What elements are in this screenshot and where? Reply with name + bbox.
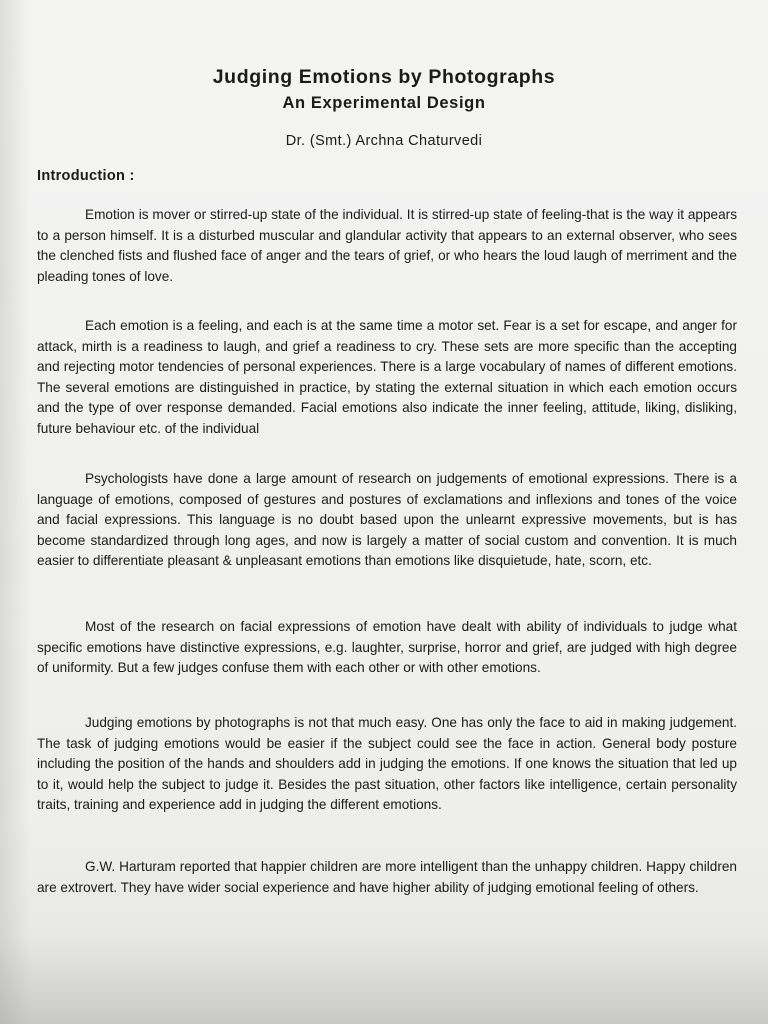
paragraph-2: Each emotion is a feeling, and each is at the same time a motor set. Fear is a set for escape, and anger for attack, mirth is a readiness to laugh, and grief a readiness to cry. These sets are more specific than the accepting and rejecting motor tendencies of personal experiences. There is a large vocabulary of names of different emotions. The several emotions are distinguished in practice, by stating the external situation in which each emotion occurs and the type of over response demanded. Facial emotions also indicate the inner feeling, attitude, liking, disliking, future behaviour etc. of the individual	[37, 318, 737, 436]
paragraph-5: Judging emotions by photographs is not that much easy. One has only the face to aid in making judgement. The task of judging emotions would be easier if the subject could see the face in action. General body posture including the position of the hands and shoulders add in judging the emotions. If one knows the situation that led up to it, would help the subject to judge it. Besides the past situation, other factors like intelligence, certain personality traits, training and experience add in judging the different emotions.	[37, 715, 737, 813]
paragraph-3: Psychologists have done a large amount of research on judgements of emotional expressions. There is a language of emotions, composed of gestures and postures of exclamations and inflexions and tones of the voice and facial expressions. This language is no doubt based upon the unlearnt expressive movements, but is has become standardized through long ages, and now is largely a matter of social custom and convention. It is much easier to differentiate pleasant & unpleasant emotions than emotions like disquietude, hate, scorn, etc.	[37, 471, 737, 569]
document-title: Judging Emotions by Photographs	[212, 66, 556, 88]
paragraph-1: Emotion is mover or stirred-up state of the individual. It is stirred-up state of feeling-that is the way it appears to a person himself. It is a disturbed muscular and glandular activity that appears to an external observer, who sees the clenched fists and flushed face of anger and the tears of grief, or who hears the loud laugh of merriment and the pleading tones of love.	[37, 207, 737, 284]
page-bottom-shadow	[0, 934, 768, 1024]
section-heading-introduction: Introduction :	[37, 168, 135, 184]
paragraph-6: G.W. Harturam reported that happier children are more intelligent than the unhappy children. Happy children are extrovert. They have wider social experience and have higher ability of judging emotional feeling of others.	[37, 859, 737, 895]
paragraph-4: Most of the research on facial expressions of emotion have dealt with ability of individuals to judge what specific emotions have distinctive expressions, e.g. laughter, surprise, horror and grief, are judged with high degree of uniformity. But a few judges confuse them with each other or with other emotions.	[37, 619, 737, 676]
page-edge-shadow	[0, 0, 30, 1024]
document-author: Dr. (Smt.) Archna Chaturvedi	[285, 133, 483, 149]
document-subtitle: An Experimental Design	[282, 94, 486, 112]
